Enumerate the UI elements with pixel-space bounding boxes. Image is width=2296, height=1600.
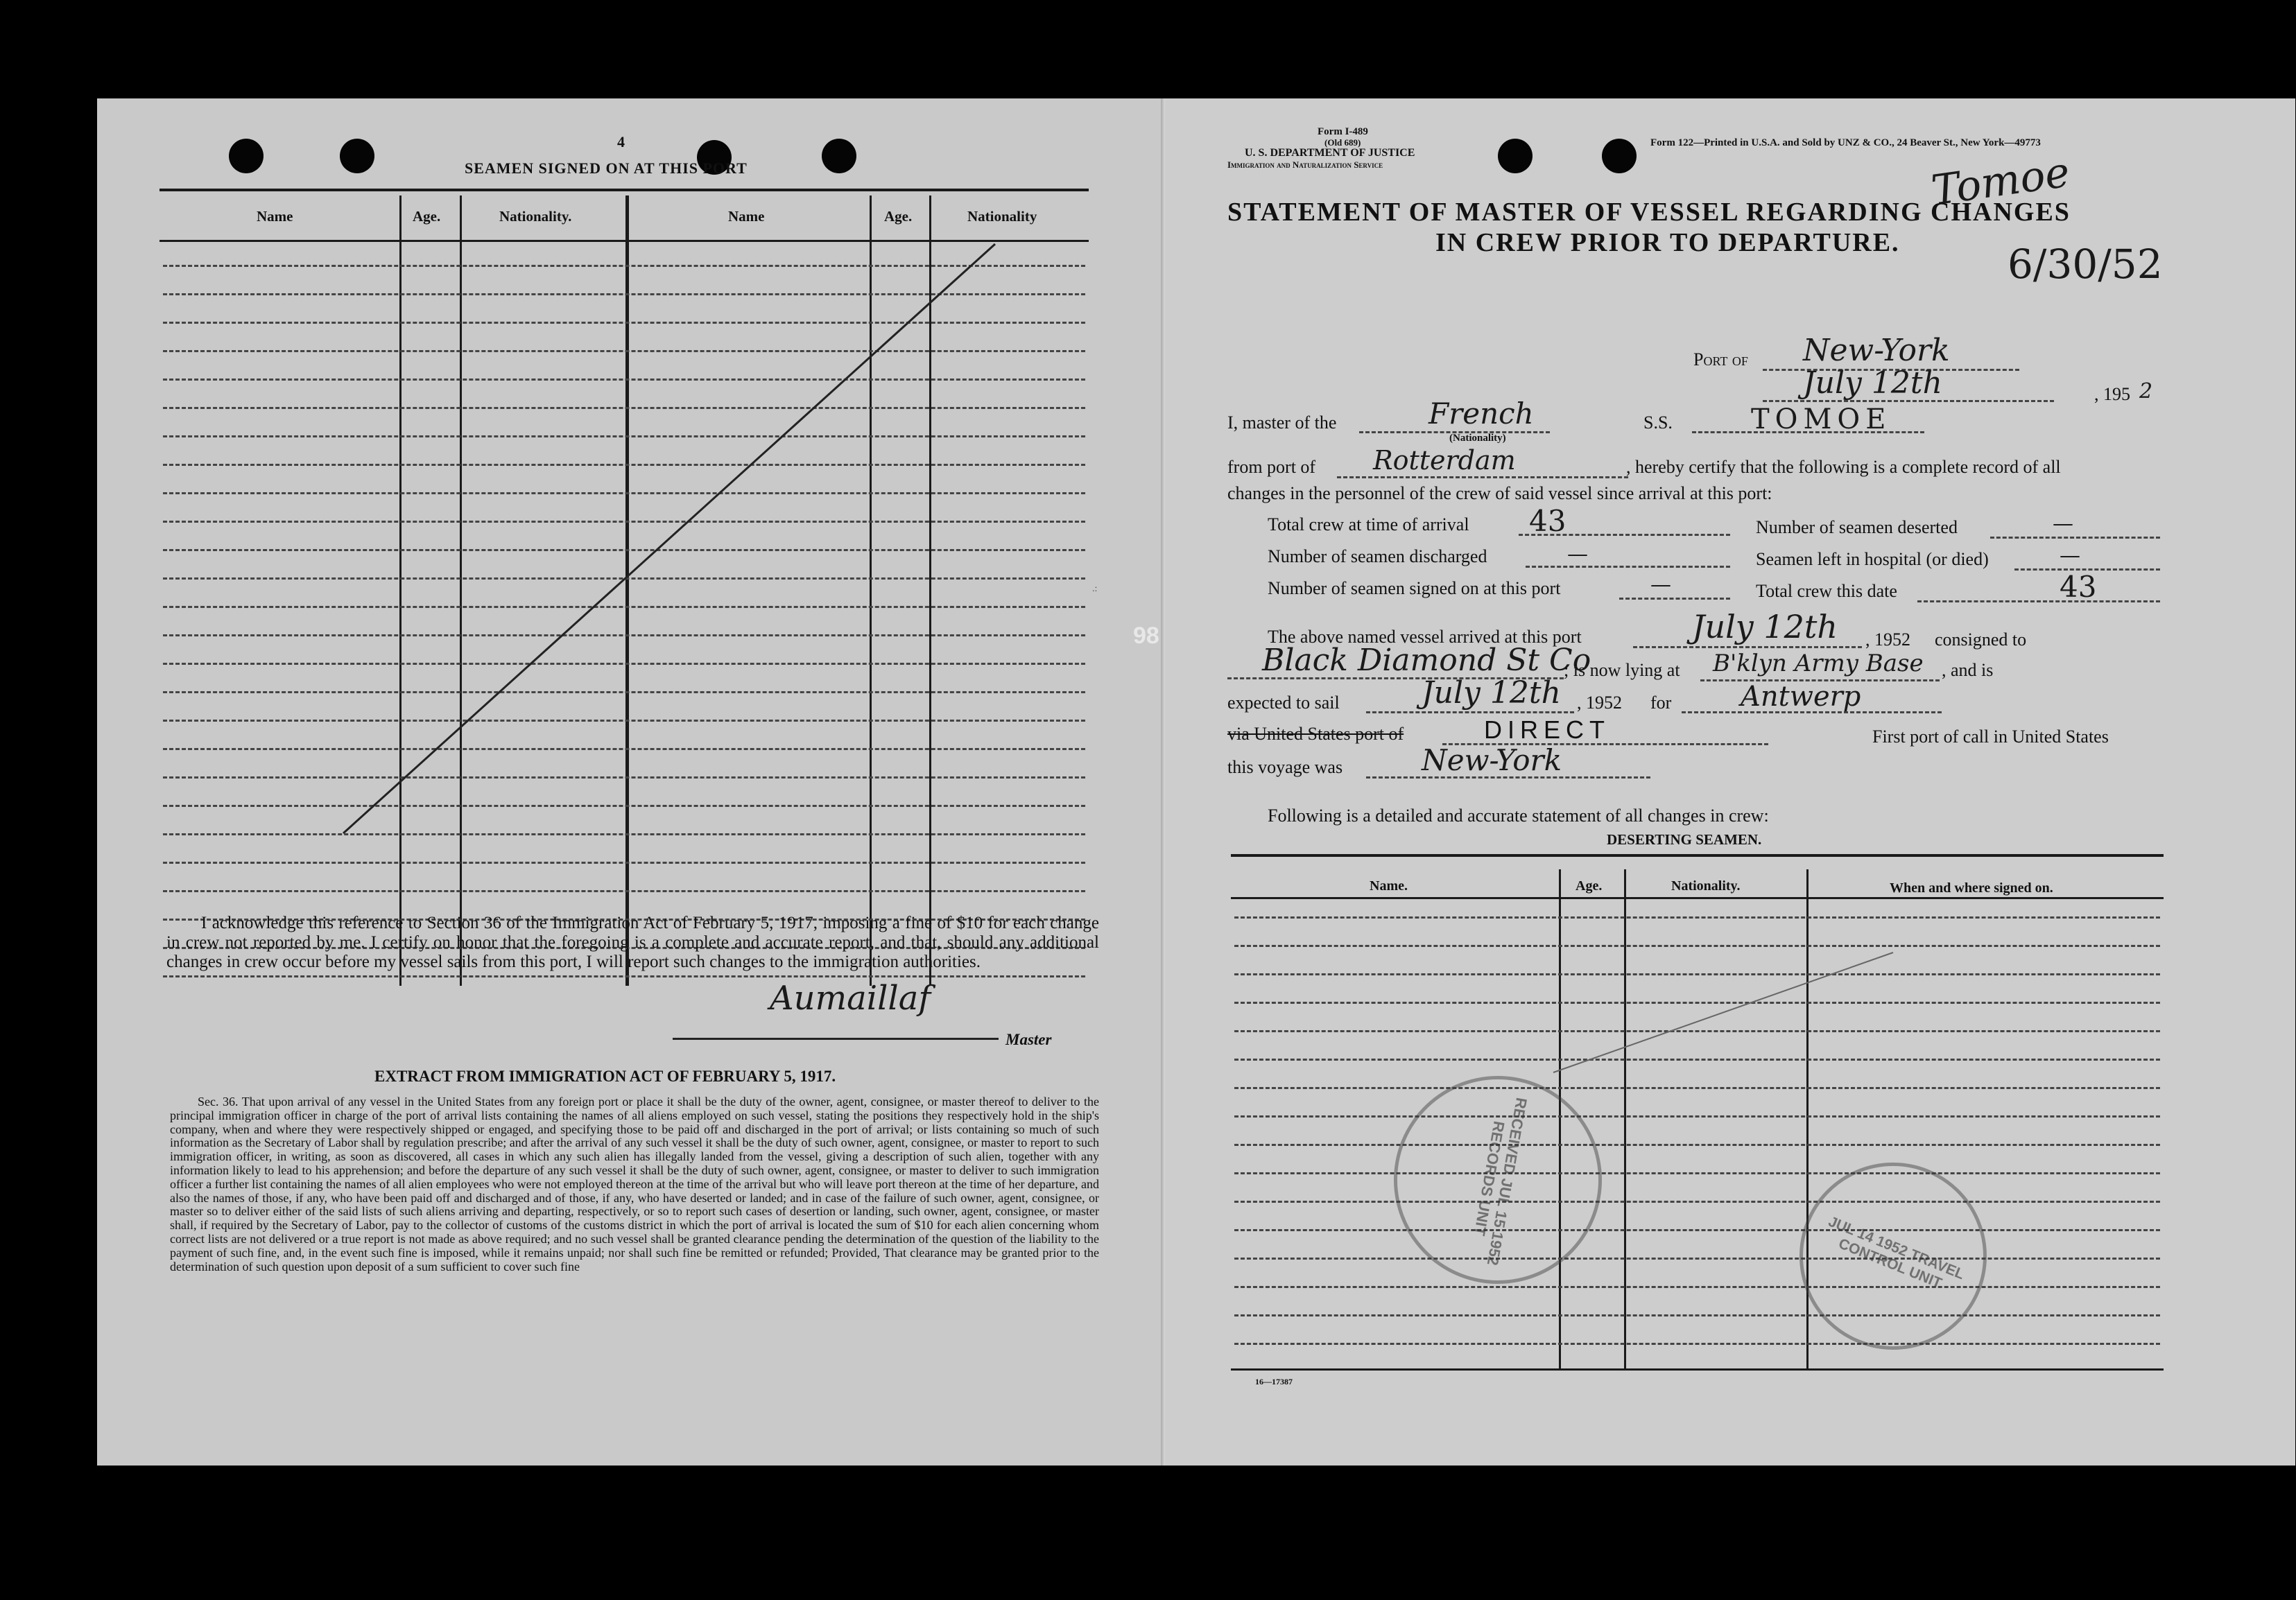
arrived-label: The above named vessel arrived at this port xyxy=(1268,627,1582,647)
column-header: When and where signed on. xyxy=(1890,880,2053,896)
sail-year: , 1952 xyxy=(1577,693,1622,713)
page-number: 4 xyxy=(617,133,625,150)
discharged-label: Number of seamen discharged xyxy=(1268,546,1487,566)
signed-on-value: — xyxy=(1650,573,1671,597)
deserted-value: — xyxy=(2053,512,2073,536)
printer-note: Form 122—Printed in U.S.A. and Sold by UNZ & CO., 24 Beaver St., New York—49773 xyxy=(1650,137,2041,148)
arrived-value: July 12th xyxy=(1692,608,1838,645)
column-header: Name. xyxy=(1370,878,1408,894)
column-header: Nationality xyxy=(967,208,1037,225)
arrived-year: , 1952 xyxy=(1865,629,1910,650)
extract-title: EXTRACT FROM IMMIGRATION ACT OF FEBRUARY 5, 1917. xyxy=(374,1068,836,1085)
total-crew-arrival-value: 43 xyxy=(1529,504,1566,538)
department: U. S. DEPARTMENT OF JUSTICE xyxy=(1245,147,1415,159)
nationality-value: French xyxy=(1428,397,1534,431)
column-header: Nationality. xyxy=(1671,878,1741,894)
from-port-label: from port of xyxy=(1227,457,1316,477)
annotation-name: Tomoe xyxy=(1928,148,2073,216)
footer-code: 16—17387 xyxy=(1255,1377,1293,1386)
nationality-caption: (Nationality) xyxy=(1449,433,1506,444)
extract-text: Sec. 36. That upon arrival of any vessel in the United States from any foreign port or place it shall be the duty of the owner, agent, consignee, or master thereof to deliver to the principal immigration officer in charge of the port of arrival lists containing the names of all aliens employed on such vessel, stating the positions they respectively hold in the ship's company, when and where they were respectively shipped or engaged, and specifying those to be paid off and discharged in the port of arrival; or lists containing so much of such information as the Secretary of Labor shall by regulation prescribe; and after the arrival of any such vessel it shall be the duty of such owner, agent, consignee, or master to report to such immigration officer, in writing, as soon as discovered, all cases in which any such alien has illegally landed from the vessel, giving a description of such alien, together with any information likely to lead to his apprehension; and before the departure of any such vessel it shall be the duty of such owner, agent, consignee, or master to deliver to such immigration officer a further list containing the names of all alien employees who were not employed thereon at the time of the arrival but who will leave port thereon at the time of her departure, and also the names of those, if any, who have been paid off and discharged and of those, if any, who have deserted or landed; and in case of the failure of such owner, agent, consignee, or master so to deliver either of the said lists of such aliens arriving and departing, respectively, or so to report such cases of desertion or landing, such owner, agent, consignee, or master shall, if required by the Secretary of Labor, pay to the collector of customs of the customs district in which the port of arrival is located the sum of $10 for each alien concerning whom correct lists are not delivered or a true report is not made as above required; and no such vessel shall be granted clearance pending the determination of the question of the liability to the payment of such fine, and, in the event such fine is imposed, while it remains unpaid; nor shall such fine be remitted or refunded; Provided, That clearance may be granted prior to the determination of such question upon deposit of a sum sufficient to cover such fine xyxy=(170,1095,1099,1273)
column-header: Nationality. xyxy=(499,208,572,225)
ship-name: TOMOE xyxy=(1751,403,1892,435)
service: Immigration and Naturalization Service xyxy=(1227,159,1383,170)
port-value: New-York xyxy=(1803,333,1950,368)
for-value: Antwerp xyxy=(1741,681,1861,713)
received-stamp: RECEIVED JUL 15 1952 RECORDS UNIT xyxy=(1377,1059,1619,1301)
signed-on-label: Number of seamen signed on at this port xyxy=(1268,578,1561,598)
form-number: Form I-489 xyxy=(1318,126,1368,137)
consignee-value: Black Diamond St Co xyxy=(1262,643,1591,678)
lying-label: ; is now lying at xyxy=(1564,660,1680,680)
expected-label: , and is xyxy=(1942,660,1994,680)
void-line xyxy=(1165,98,2295,1416)
via-label: via United States port of xyxy=(1227,724,1404,744)
total-crew-date-label: Total crew this date xyxy=(1756,581,1897,601)
expected-to-sail-label: expected to sail xyxy=(1227,693,1340,713)
acknowledgement-text: I acknowledge this reference to Section 36 of the Immigration Act of February 5, 1917, imposing a fine of $10 for each change in crew not reported by me. I certify on honor that the foregoing is a complete and accurate report, and that, should any additional changes in crew occur before my vessel sails from this port, I will report such changes to the immigration authorities. xyxy=(166,914,1099,971)
total-crew-date-value: 43 xyxy=(2060,570,2097,604)
signature-line xyxy=(673,1038,999,1040)
travel-control-stamp: JUL 14 1952 TRAVEL CONTROL UNIT xyxy=(1771,1134,2014,1377)
via-value: DIRECT xyxy=(1484,715,1610,744)
page-mark: 98 xyxy=(1133,623,1159,649)
first-port-label: First port of call in United States xyxy=(1872,727,2109,747)
annotation-date: 6/30/52 xyxy=(2008,241,2163,288)
deserted-label: Number of seamen deserted xyxy=(1756,517,1958,537)
deserting-title: DESERTING SEAMEN. xyxy=(1607,831,1762,848)
master-of-label: I, master of the xyxy=(1227,412,1337,433)
year-suffix: 2 xyxy=(2139,379,2153,403)
date-value: July 12th xyxy=(1803,365,1942,401)
this-voyage-label: this voyage was xyxy=(1227,757,1343,777)
consigned-label: consigned to xyxy=(1935,629,2027,650)
right-page xyxy=(1165,98,2295,1466)
form-old: (Old 689) xyxy=(1324,137,1361,148)
this-voyage-value: New-York xyxy=(1422,743,1562,777)
master-signature: Aumaillaf xyxy=(770,979,931,1018)
form-title-line2: IN CREW PRIOR TO DEPARTURE. xyxy=(1435,228,1900,257)
column-header: Age. xyxy=(1576,878,1603,894)
port-label: Port of xyxy=(1693,349,1748,369)
left-page xyxy=(97,98,1165,1466)
column-header: Age. xyxy=(884,208,913,225)
section-title: SEAMEN SIGNED ON AT THIS PORT xyxy=(465,159,748,177)
column-header: Name xyxy=(728,208,765,225)
hospital-label: Seamen left in hospital (or died) xyxy=(1756,549,1989,569)
ss-label: S.S. xyxy=(1643,412,1673,433)
certify-text: , hereby certify that the following is a complete record of all xyxy=(1626,457,2061,477)
for-label: for xyxy=(1650,693,1672,713)
total-crew-arrival-label: Total crew at time of arrival xyxy=(1268,514,1469,534)
column-header: Age. xyxy=(413,208,441,225)
certify-text-2: changes in the personnel of the crew of said vessel since arrival at this port: xyxy=(1227,483,1772,503)
year-prefix: , 195 xyxy=(2094,384,2130,404)
hospital-value: — xyxy=(2060,544,2080,568)
form-title-line1: STATEMENT OF MASTER OF VESSEL REGARDING CHANGES xyxy=(1227,198,2071,227)
discharged-value: — xyxy=(1567,542,1588,566)
following-text: Following is a detailed and accurate statement of all changes in crew: xyxy=(1268,806,1769,826)
lying-value: B'klyn Army Base xyxy=(1713,650,1924,677)
faint-mark: .: xyxy=(1092,584,1098,594)
from-port-value: Rotterdam xyxy=(1373,445,1516,476)
sail-value: July 12th xyxy=(1422,675,1561,711)
column-header: Name xyxy=(257,208,293,225)
master-label: Master xyxy=(1005,1031,1052,1048)
